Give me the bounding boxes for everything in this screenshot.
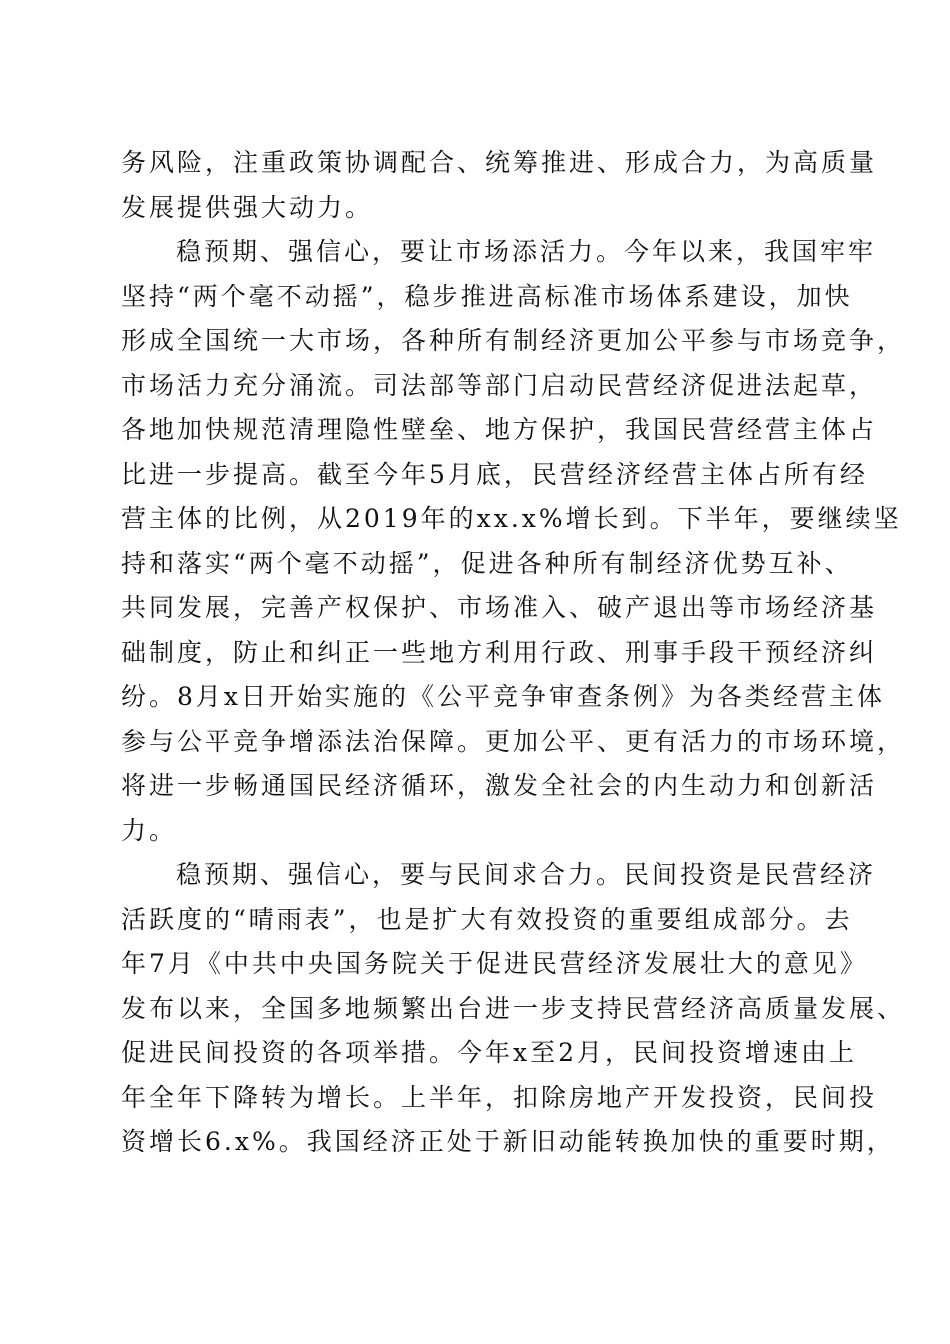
- text-line: 促进民间投资的各项举措。今年x至2月，民间投资增速由上: [121, 1038, 858, 1067]
- text-line: 参与公平竞争增添法治保障。更加公平、更有活力的市场环境，: [121, 726, 906, 756]
- paragraph-start-line: 稳预期、强信心，要让市场添活力。今年以来，我国牢牢: [176, 237, 877, 266]
- text-line: 年7月《中共中央国务院关于促进民营经济发展壮大的意见》: [121, 949, 868, 978]
- text-line: 础制度，防止和纠正一些地方利用行政、刑事手段干预经济纠: [121, 637, 878, 667]
- paragraph-start-line: 稳预期、强信心，要与民间求合力。民间投资是民营经济: [176, 860, 877, 889]
- document-body: [121, 141, 906, 1165]
- text-line: 务风险，注重政策协调配合、统筹推进、形成合力，为高质量: [121, 148, 878, 177]
- text-line: 发布以来，全国多地频繁出台进一步支持民营经济高质量发展、: [121, 993, 906, 1023]
- text-line: 市场活力充分涌流。司法部等部门启动民营经济促进法起草，: [121, 370, 878, 400]
- text-line: 将进一步畅通国民经济循环，激发全社会的内生动力和创新活: [121, 771, 878, 800]
- text-line: 共同发展，完善产权保护、市场准入、破产退出等市场经济基: [121, 593, 878, 622]
- text-line: 各地加快规范清理隐性壁垒、地方保护，我国民营经营主体占: [121, 415, 878, 444]
- text-line: 形成全国统一大市场，各种所有制经济更加公平参与市场竞争，: [121, 326, 906, 355]
- text-line: 营主体的比例，从2019年的xx.x%增长到。下半年，要继续坚: [121, 504, 902, 533]
- text-line: 年全年下降转为增长。上半年，扣除房地产开发投资，民间投: [121, 1082, 878, 1112]
- text-line: 资增长6.x%。我国经济正处于新旧动能转换加快的重要时期，: [121, 1127, 895, 1156]
- text-line: 发展提供强大动力。: [121, 192, 374, 222]
- text-line: 纷。8月x日开始实施的《公平竞争审查条例》为各类经营主体: [121, 682, 886, 711]
- text-line: 活跃度的“晴雨表”，也是扩大有效投资的重要组成部分。去: [121, 904, 853, 934]
- text-line: 力。: [121, 815, 178, 845]
- text-line: 坚持“两个毫不动摇”，稳步推进高标准市场体系建设，加快: [121, 281, 853, 311]
- text-line: 持和落实“两个毫不动摇”，促进各种所有制经济优势互补、: [121, 548, 853, 578]
- text-line: 比进一步提高。截至今年5月底，民营经济经营主体占所有经: [121, 459, 868, 489]
